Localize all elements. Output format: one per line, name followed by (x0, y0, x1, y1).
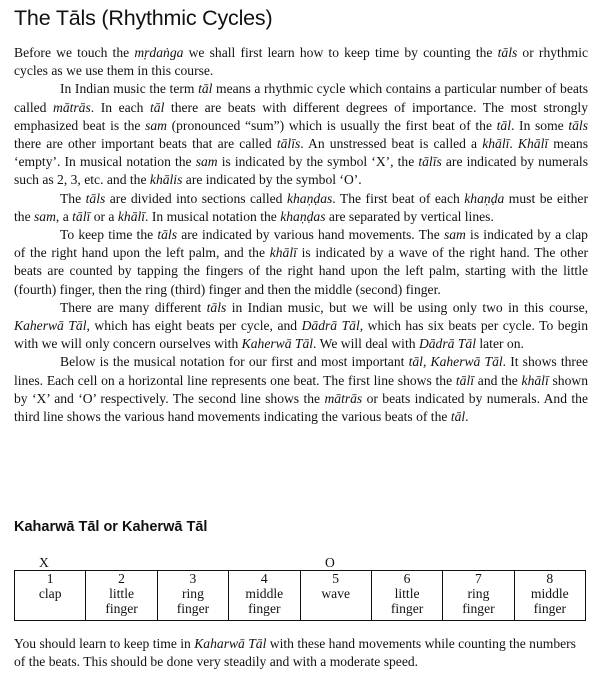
beat-number: 1 (46, 571, 54, 586)
paragraph: Before we touch the mṛdaṅga we shall first learn how to keep time by counting the tāls or rhythmic cycles as we use them in this course. (14, 45, 589, 79)
beat-number: 6 (403, 571, 411, 586)
page-title: The Tāls (Rhythmic Cycles) (14, 6, 273, 30)
beat-mark: X (39, 555, 49, 570)
beat-cell (443, 571, 514, 621)
beat-cell (300, 571, 371, 621)
beat-cell (514, 571, 585, 621)
paragraph: To keep time the tāls are indicated by various hand movements. The sam is indicated by a clap of the right hand upon the left palm, and the khālī is indicated by a wave of the right hand. The other beats are counted by tapping the fingers of the right hand upon the left palm, starting with the little (fourth) finger, then the ring (third) finger and then the middle (second) finger. (14, 227, 588, 297)
beat-number: 8 (546, 571, 554, 586)
beat-cell (86, 571, 157, 621)
paragraph: There are many different tāls in Indian music, but we will be using only two in this course, Kaherwā Tāl, which has eight beats per cycle, and Dādrā Tāl, which has six beats per cycle. To begin with we will only concern ourselves with Kaherwā Tāl. We will deal with Dādrā Tāl later on. (14, 299, 589, 352)
beat-cell (229, 571, 300, 621)
beat-marks-row (14, 555, 588, 571)
closing-paragraph: You should learn to keep time in Kaharwā Tāl with these hand movements while counting the numbers of the beats. This should be done very steadily and with a moderate speed. (14, 636, 576, 670)
paragraph: The tāls are divided into sections called khaṇḍas. The first beat of each khaṇḍa must be either the sam, a tālī or a khālī. In musical notation the khaṇḍas are separated by vertical lines. (14, 190, 588, 224)
paragraph: In Indian music the term tāl means a rhythmic cycle which contains a particular number of beats called mātrās. In each tāl there are beats with different degrees of importance. The most strongly emphasized beat is the sam (pronounced “sum”) which is usually the first beat of the tāl. In some tāls there are other important beats that are called tālīs. An unstressed beat is called a khālī. Khālī means ‘empty’. In musical notation the sam is indicated by the symbol ‘X’, the tālīs are indicated by numerals such as 2, 3, etc. and the khālis are indicated by the symbol ‘O’. (14, 81, 589, 188)
hand-movement: finger (248, 601, 281, 616)
tal-notation-table (14, 570, 586, 621)
body-text (14, 44, 588, 426)
hand-movement: ring (181, 586, 204, 601)
beat-number: 3 (189, 571, 197, 586)
beat-number: 2 (118, 571, 125, 586)
hand-movement: finger (390, 601, 424, 616)
paragraph: Below is the musical notation for our first and most important tāl, Kaherwā Tāl. It shows three lines. Each cell on a horizontal line represents one beat. The first line shows the tālī and the khālī shown by ‘X’ and ‘O’ respectively. The second line shows the mātrās or beats indicated by numerals. And the third line shows the various hand movements indicating the various beats of the tāl. (14, 354, 589, 425)
section-heading: Kaharwā Tāl or Kaherwā Tāl (14, 519, 208, 535)
hand-movement: finger (462, 601, 495, 616)
hand-movement: middle (530, 586, 569, 601)
beat-number: 4 (260, 571, 268, 586)
hand-movement: clap (38, 586, 62, 601)
hand-movement: wave (321, 586, 351, 601)
beat-cell (15, 571, 86, 621)
hand-movement: ring (467, 586, 490, 601)
hand-movement: middle (245, 586, 284, 601)
beat-number: 5 (332, 571, 340, 586)
hand-movement: finger (533, 601, 567, 616)
beat-cell (157, 571, 228, 621)
hand-movement: little (394, 586, 420, 601)
beat-cell (371, 571, 442, 621)
beat-mark: O (325, 555, 335, 570)
beat-number: 7 (475, 571, 482, 586)
hand-movement: finger (105, 601, 138, 616)
tal-beats-row (15, 571, 586, 621)
hand-movement: little (109, 586, 135, 601)
hand-movement: finger (176, 601, 210, 616)
